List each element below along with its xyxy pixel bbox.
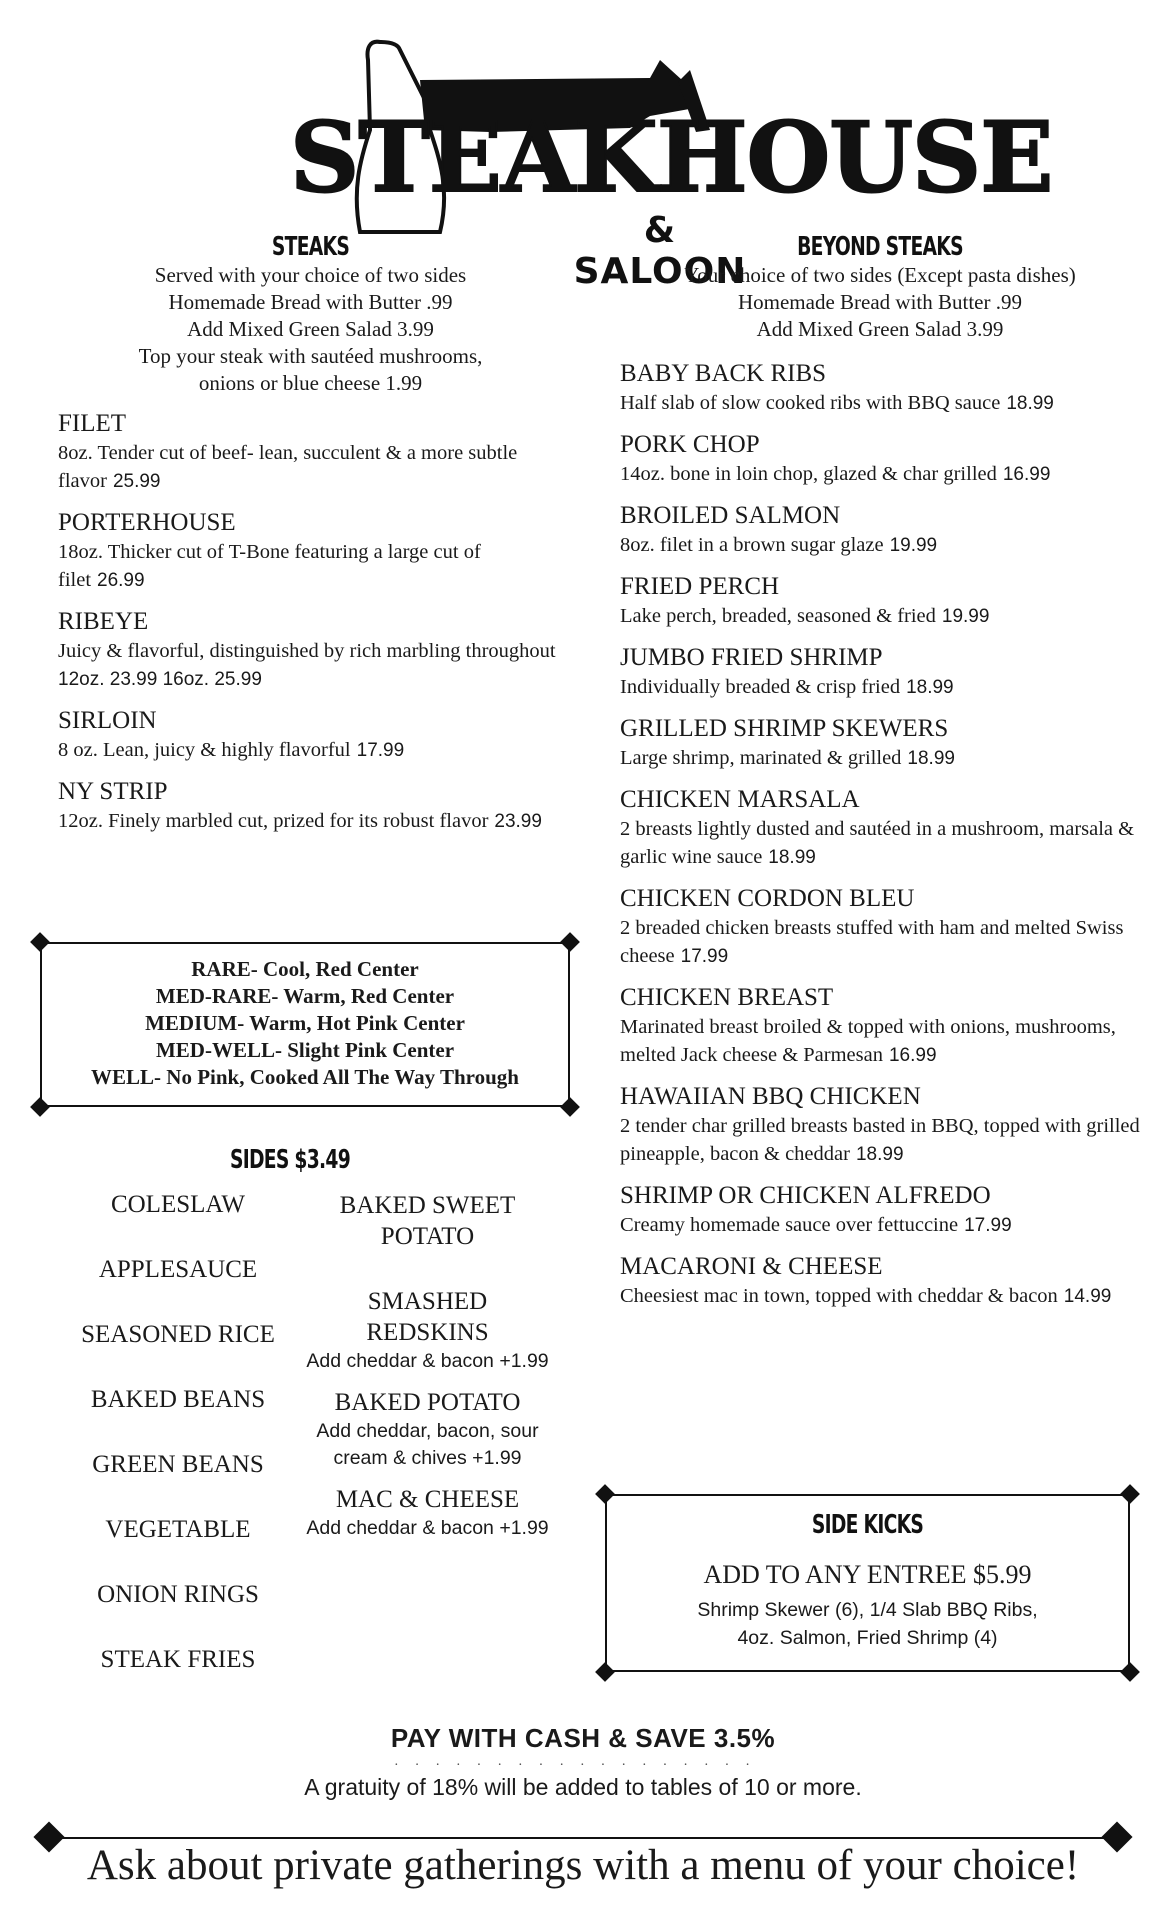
- temperature-line: MED-RARE- Warm, Red Center: [155, 984, 455, 1008]
- diamond-icon: [595, 1662, 615, 1682]
- item-desc: [58, 637, 563, 665]
- item-price: 17.99: [964, 1215, 1012, 1236]
- item-desc: [620, 1282, 1140, 1311]
- beyond-intro: [620, 262, 1140, 343]
- item-desc: [620, 1211, 1140, 1240]
- item-name: RIBEYE: [58, 608, 149, 635]
- temperature-line: MEDIUM- Warm, Hot Pink Center: [145, 1011, 465, 1035]
- item-name: MACARONI & CHEESE: [620, 1253, 883, 1280]
- item-description: 8 oz. Lean, juicy & highly flavorful: [58, 739, 351, 761]
- item-description: 2 breasts lightly dusted and sautéed in a mushroom, marsala & garlic wine sauce: [620, 818, 1135, 868]
- item-price: 19.99: [889, 535, 938, 556]
- logo-subtitle: & SALOON: [573, 210, 747, 292]
- side-item: [305, 1190, 550, 1252]
- steaks-intro-line: Top your steak with sautéed mushrooms,: [138, 344, 483, 368]
- side-kicks-heading: SIDE KICKS: [811, 1510, 924, 1540]
- item-description: Creamy homemade sauce over fettuccine: [620, 1214, 959, 1236]
- item-name: HAWAIIAN BBQ CHICKEN: [620, 1083, 921, 1110]
- item-name: PORK CHOP: [620, 431, 760, 458]
- item-desc: [620, 1013, 1140, 1070]
- diamond-icon: [560, 1097, 580, 1117]
- steaks-intro-line: Served with your choice of two sides: [154, 263, 467, 287]
- item-name: GRILLED SHRIMP SKEWERS: [620, 715, 949, 742]
- gratuity-note: A gratuity of 18% will be added to tables of 10 or more.: [304, 1774, 862, 1800]
- sides-heading: SIDES $3.49: [229, 1145, 351, 1175]
- side-item: SEASONED RICE: [81, 1321, 275, 1348]
- dotted-divider: ··················: [394, 1758, 766, 1773]
- sides-list-right: [305, 1190, 550, 1554]
- item-description: Large shrimp, marinated & grilled: [620, 747, 902, 769]
- item-desc: [620, 531, 1140, 560]
- temperature-line: MED-WELL- Slight Pink Center: [155, 1038, 455, 1062]
- item-price: 18.99: [855, 1144, 904, 1165]
- item-name: CHICKEN CORDON BLEU: [620, 885, 915, 912]
- diamond-icon: [595, 1484, 615, 1504]
- private-gatherings-note: Ask about private gatherings with a menu of your choice!: [86, 1842, 1080, 1889]
- menu-item: [620, 643, 1140, 702]
- side-kicks-title: ADD TO ANY ENTREE $5.99: [703, 1560, 1032, 1589]
- item-description: Individually breaded & crisp fried: [620, 676, 901, 698]
- item-description: Juicy & flavorful, distinguished by rich marbling throughout: [58, 640, 556, 662]
- item-name: BABY BACK RIBS: [620, 360, 827, 387]
- item-price: 18.99: [907, 748, 955, 769]
- menu-item: [58, 409, 563, 496]
- side-item-name: BAKED POTATO: [334, 1389, 521, 1416]
- menu-item: [620, 1181, 1140, 1240]
- item-description: 2 tender char grilled breasts basted in BBQ, topped with grilled pineapple, bacon & cheddar: [620, 1115, 1140, 1165]
- item-description: 2 breaded chicken breasts stuffed with ham and melted Swiss cheese: [620, 917, 1124, 967]
- item-desc: [620, 1112, 1140, 1169]
- side-kicks-line: 4oz. Salmon, Fried Shrimp (4): [737, 1627, 998, 1649]
- side-item: COLESLAW: [110, 1191, 246, 1218]
- beyond-intro-line: Homemade Bread with Butter .99: [737, 290, 1022, 314]
- item-price: 18.99: [768, 847, 816, 868]
- item-name: BROILED SALMON: [620, 502, 841, 529]
- item-desc: [620, 914, 1140, 971]
- diamond-icon: [560, 932, 580, 952]
- side-item: [305, 1484, 550, 1542]
- side-item: STEAK FRIES: [100, 1646, 256, 1673]
- menu-item: [620, 572, 1140, 631]
- side-item: GREEN BEANS: [92, 1451, 264, 1478]
- menu-item: [58, 706, 563, 765]
- diamond-icon: [1120, 1484, 1140, 1504]
- diamond-icon: [1120, 1662, 1140, 1682]
- menu-item: [620, 785, 1140, 872]
- steaks-intro-line: onions or blue cheese 1.99: [198, 371, 423, 395]
- side-item-note: Add cheddar, bacon, sour cream & chives +1.99: [316, 1420, 539, 1469]
- side-item-name: BAKED SWEET POTATO: [339, 1192, 516, 1250]
- item-desc: [58, 439, 563, 496]
- item-name: SHRIMP OR CHICKEN ALFREDO: [620, 1182, 991, 1209]
- menu-item: [58, 508, 563, 595]
- menu-item: [620, 1082, 1140, 1169]
- item-desc: [620, 602, 1140, 631]
- steaks-intro-line: Homemade Bread with Butter .99: [168, 290, 453, 314]
- steaks-intro: [58, 262, 563, 397]
- item-desc: [620, 673, 1140, 702]
- item-description: 18oz. Thicker cut of T-Bone featuring a large cut of filet: [58, 541, 481, 591]
- item-description: 8oz. filet in a brown sugar glaze: [620, 534, 884, 556]
- side-item-name: MAC & CHEESE: [335, 1486, 520, 1513]
- item-price: 23.99: [494, 811, 542, 832]
- side-item: VEGETABLE: [105, 1516, 251, 1543]
- logo-title: STEAKHOUSE: [290, 101, 1053, 214]
- item-desc: [620, 744, 1140, 773]
- diamond-icon: [30, 1097, 50, 1117]
- sides-list-left: [58, 1190, 298, 1710]
- item-description: Half slab of slow cooked ribs with BBQ sauce: [620, 392, 1001, 414]
- beyond-intro-line: Your choice of two sides (Except pasta dishes): [684, 263, 1076, 287]
- menu-item: [620, 884, 1140, 971]
- beyond-intro-line: Add Mixed Green Salad 3.99: [756, 317, 1004, 341]
- steaks-heading: STEAKS: [271, 232, 350, 262]
- side-item: [305, 1286, 550, 1375]
- beyond-heading: BEYOND STEAKS: [797, 232, 963, 262]
- item-description: Lake perch, breaded, seasoned & fried: [620, 605, 936, 627]
- item-name: FRIED PERCH: [620, 573, 780, 600]
- temperature-line: WELL- No Pink, Cooked All The Way Through: [91, 1065, 519, 1089]
- item-price: 19.99: [941, 606, 990, 627]
- beyond-steaks-section: [620, 232, 1140, 1311]
- side-item: ONION RINGS: [97, 1581, 259, 1608]
- item-desc: [620, 389, 1140, 418]
- item-price: 17.99: [356, 740, 405, 761]
- item-name: CHICKEN MARSALA: [620, 786, 860, 813]
- footer-rule: [48, 1837, 1118, 1839]
- item-description: Cheesiest mac in town, topped with cheddar & bacon: [620, 1285, 1058, 1307]
- item-price: 18.99: [906, 677, 954, 698]
- menu-item: [620, 359, 1140, 418]
- temperature-line: RARE- Cool, Red Center: [191, 957, 419, 981]
- side-item: [305, 1387, 550, 1472]
- menu-item: [620, 430, 1140, 489]
- item-name: FILET: [58, 410, 127, 437]
- item-desc: [620, 815, 1140, 872]
- item-name: PORTERHOUSE: [58, 509, 236, 536]
- cash-discount-note: PAY WITH CASH & SAVE 3.5%: [390, 1723, 776, 1753]
- side-kicks-box: [605, 1494, 1130, 1672]
- item-price: 25.99: [112, 471, 161, 492]
- menu-item: [620, 1252, 1140, 1311]
- menu-item: [620, 501, 1140, 560]
- item-name: SIRLOIN: [58, 707, 157, 734]
- item-description: 12oz. Finely marbled cut, prized for its robust flavor: [58, 810, 489, 832]
- side-item: APPLESAUCE: [98, 1256, 258, 1283]
- side-item-note: Add cheddar & bacon +1.99: [306, 1350, 549, 1372]
- item-description: Marinated breast broiled & topped with onions, mushrooms, melted Jack cheese & Parmesan: [620, 1016, 1116, 1066]
- side-item-name: SMASHED REDSKINS: [366, 1288, 489, 1346]
- menu-item: [58, 607, 563, 694]
- item-price: 12oz. 23.99 16oz. 25.99: [58, 669, 262, 690]
- item-price-line: [58, 665, 563, 694]
- item-price: 26.99: [97, 570, 145, 591]
- item-price: 14.99: [1063, 1286, 1112, 1307]
- steaks-section: [58, 232, 563, 836]
- item-price: 16.99: [888, 1045, 937, 1066]
- item-price: 18.99: [1006, 393, 1054, 414]
- menu-item: [58, 777, 563, 836]
- temperature-guide: [40, 942, 570, 1107]
- side-item: BAKED BEANS: [90, 1386, 266, 1413]
- item-description: 14oz. bone in loin chop, glazed & char grilled: [620, 463, 997, 485]
- steaks-intro-line: Add Mixed Green Salad 3.99: [187, 317, 434, 341]
- item-name: JUMBO FRIED SHRIMP: [620, 644, 883, 671]
- menu-item: [620, 983, 1140, 1070]
- item-desc: [58, 538, 563, 595]
- diamond-icon: [30, 932, 50, 952]
- item-price: 16.99: [1002, 464, 1051, 485]
- item-name: NY STRIP: [58, 778, 168, 805]
- item-description: 8oz. Tender cut of beef- lean, succulent & a more subtle flavor: [58, 442, 518, 492]
- item-desc: [58, 736, 563, 765]
- item-desc: [58, 807, 563, 836]
- side-item-note: Add cheddar & bacon +1.99: [306, 1517, 549, 1539]
- item-desc: [620, 460, 1140, 489]
- menu-item: [620, 714, 1140, 773]
- side-kicks-description: [607, 1596, 1128, 1652]
- side-kicks-line: Shrimp Skewer (6), 1/4 Slab BBQ Ribs,: [697, 1599, 1038, 1621]
- item-name: CHICKEN BREAST: [620, 984, 834, 1011]
- item-price: 17.99: [680, 946, 729, 967]
